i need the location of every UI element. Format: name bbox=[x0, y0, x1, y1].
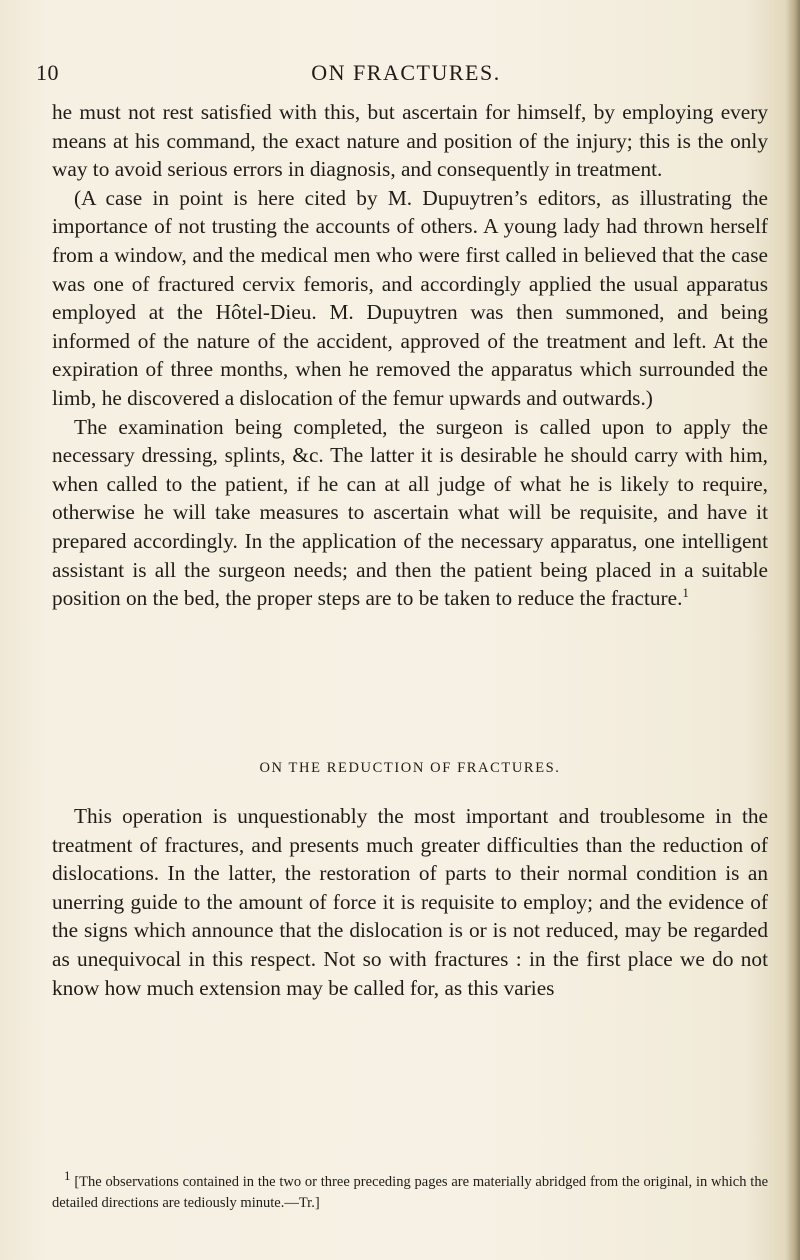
section-heading: ON THE REDUCTION OF FRACTURES. bbox=[259, 760, 561, 776]
footnote-mark: 1 bbox=[64, 1168, 71, 1184]
page-edge-shadow bbox=[786, 0, 800, 1260]
section-text bbox=[52, 802, 768, 1002]
page-header bbox=[36, 60, 776, 90]
body-text bbox=[52, 98, 768, 613]
footnote-reference: 1 bbox=[682, 585, 689, 600]
running-head: ON FRACTURES. bbox=[311, 60, 501, 85]
paragraph-4: This operation is unquestionably the most important and troublesome in the treatment of fractures, and presents much greater difficulties than the reduction of dislocations. In the latter, the restoration of parts to their normal condition is an unerring guide to the amount of force it is requisite to employ; and the evidence of the signs which announce that the dislocation is or is not reduced, may be regarded as unequivocal in this respect. Not so with fractures : in the first place we do not know how much extension may be called for, as this varies bbox=[52, 804, 768, 1000]
page-number: 10 bbox=[36, 60, 59, 85]
paragraph-1: he must not rest satisfied with this, but ascertain for himself, by employing every means at his command, the exact nature and position of the injury; this is the only way to avoid serious errors in diagnosis, and consequently in treatment. bbox=[52, 100, 768, 182]
footnote bbox=[52, 1168, 769, 1214]
paragraph-3-text: The examination being completed, the surgeon is called upon to apply the necessary dressing, splints, &c. The latter it is desirable he should carry with him, when called to the patient, if he can at all judge of what he is likely to require, otherwise he will take measures to ascertain what will be requisite, and have it prepared accordingly. In the application of the necessary apparatus, one intelligent assistant is all the surgeon needs; and then the patient being placed in a suitable position on the bed, the proper steps are to be taken to reduce the fracture. bbox=[52, 414, 768, 611]
paragraph-3 bbox=[52, 413, 768, 613]
footnote-text: [The observations contained in the two or three preceding pages are materially abridged from the original, in which the detailed directions are tediously minute.—Tr.] bbox=[52, 1174, 769, 1211]
paragraph-2: (A case in point is here cited by M. Dupuytren’s editors, as illustrating the importance of not trusting the accounts of others. A young lady had thrown herself from a window, and the medical men who were first called in believed that the case was one of fractured cervix femoris, and accordingly applied the usual apparatus employed at the Hôtel-Dieu. M. Dupuytren was then summoned, and being informed of the nature of the accident, approved of the treatment and left. At the expiration of three months, when he removed the apparatus which surrounded the limb, he discovered a dislocation of the femur upwards and outwards.) bbox=[52, 185, 768, 410]
